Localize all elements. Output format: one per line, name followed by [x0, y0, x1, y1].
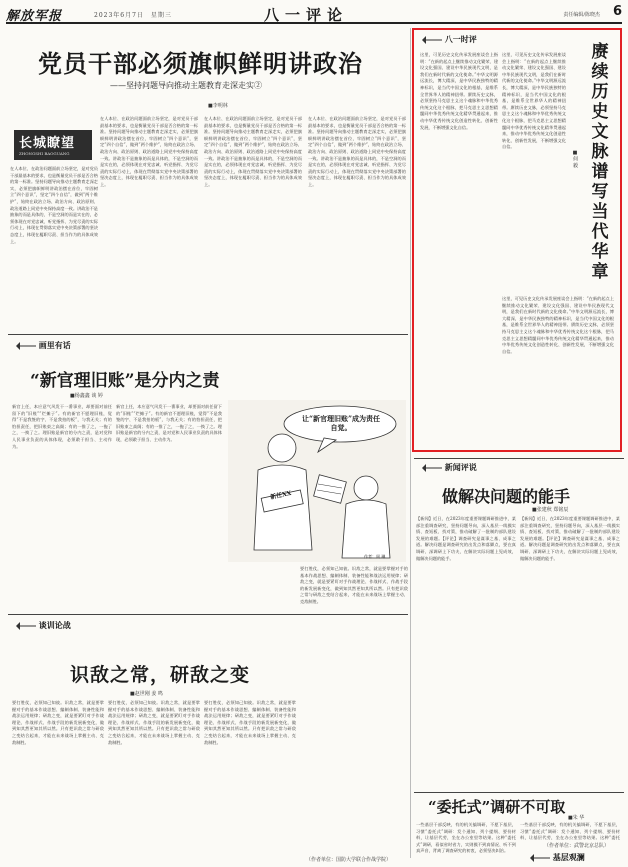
column-body-col1: 这里，可见历史文化传承发展座谈会上指明：“在新的起点上继续推动文化繁荣、建设文化强国、建设中华民族现代文明，是我们在新时代新的文化使命。”中华文明源远流长，博大精深，是中华民族独特的精神标识，是当代中国文化的根基，是维系全世界华人的精神纽带。赓续历史文脉，必须坚持马克思主义这个魂脉和中华优秀传统文化这个根脉，把马克思主义思想精髓同中华优秀传统文化精华贯通起来，推动中华优秀传统文化创造性转化、创新性发展，不断增强文化自信。 [420, 52, 498, 130]
lead-body-col2: 在人本位、在政治问题面前立场坚定，是对党员干部最基本的要求，也是衡量党员干部是否合格的第一标准。坚持问题导向推动主题教育走深走实，必须把旗帜鲜明讲政治摆在首位，牢固树立“四个意识”，坚定“四个自信”，做到“两个维护”，始终在政治立场、政治方向、政治原则、政治道路上同党中央保持高度一致。讲政治不是抽象的而是具体的，不是空洞的而是实在的，必须体现在对党忠诚、听党指挥、为党尽责的实际行动上，体现在贯彻落实党中央决策部署的坚决态度上，体现在履职尽责、担当作为的具体成效上。 [100, 116, 198, 187]
section-mark-icon [420, 463, 442, 473]
lead-body-col4: 在人本位、在政治问题面前立场坚定，是对党员干部最基本的要求，也是衡量党员干部是否合格的第一标准。坚持问题导向推动主题教育走深走实，必须把旗帜鲜明讲政治摆在首位，牢固树立“四个意识”，坚定“四个自信”，做到“两个维护”，始终在政治立场、政治方向、政治原则、政治道路上同党中央保持高度一致。讲政治不是抽象的而是具体的，不是空洞的而是实在的，必须体现在对党忠诚、听党指挥、为党尽责的实际行动上，体现在贯彻落实党中央决策部署的坚决态度上，体现在履职尽责、担当作为的具体成效上。 [308, 116, 406, 187]
cartoon-illustration [228, 400, 406, 562]
lead-headline: 党员干部必须旗帜鲜明讲政治 [38, 49, 363, 78]
forum-headline: 识敌之常，研敌之变 [70, 664, 251, 686]
cartoon-section-label: 画里有话 [14, 340, 71, 351]
weituo-body-col2: 一些基层干部反映，有的机关搞调研，不愿下基层，习惯“委托式”调研：发个通知、列个提纲、要份材料，让基层代劳，坐在办公室里等结果。这种“委托 [520, 822, 620, 840]
forum-body-col1: 要打胜仗，必须知己知彼。识敌之常，就是要掌握对手的基本作战思想、编制体制、装备性能和战法运用规律；研敌之变，就是要紧盯对手作战理论、作战样式、作战手段的新发展新变化，做到知其然更知其所以然。只有把识敌之常与研敌之变结合起来，才能在未来战场上掌握主动、克敌制胜。 [12, 700, 104, 745]
cartoon-credit: 作者：周 琳 [364, 554, 386, 559]
lead-subtitle: ——坚持问题导向推动主题教育走深走实② [110, 81, 262, 90]
section-divider [8, 334, 408, 335]
forum-body-col4: 要打胜仗，必须知己知彼。识敌之常，就是要掌握对手的基本作战思想、编制体制、装备性能和战法运用规律；研敌之变，就是要紧盯对手作战理论、作战样式、作战手段的新发展新变化，做到知其然更知其所以然。只有把识敌之常与研敌之变结合起来，才能在未来战场上掌握主动、克敌制胜。 [300, 566, 408, 604]
column-title: 赓续历史文脉 谱写当代华章 [591, 42, 609, 282]
responsible-editor: 责任编辑/陈晓杰 [563, 12, 600, 18]
news-review-body-col2: 【新闻】近日，在2023年度重要课题调研推进中，某部注重调查研究，坚持问题导向，深入基层一线摸实情、查短板、找对策，推动破解了一批制约部队建设发展的难题。【评论】调查研究是谋事之基、成事之道。解决问题是调查研究的出发点和落脚点，要在真调研、深调研上下功夫，在解决实际问题上见成效，做解决问题的能手。 [520, 516, 620, 561]
cartoon-headline: “新官理旧账”是分内之责 [30, 371, 220, 391]
news-review-label: 新闻评说 [420, 462, 477, 473]
cartoon-body-col2: 新官上任，本应意气风发干一番事业，却要面对前任留下的“旧账”“烂摊子”。有的新官不愿理旧账，觉得“不是我签的字、不是我拍的板”，与我无关；有的怕担责任，把旧账束之高阁；有的一推了之，一拖了之，一换了之。理旧账是新官的分内之责，是对党和人民事业负责的具体体现，必须敢于担当、主动作为。 [116, 404, 222, 442]
section-title: 八一评论 [264, 6, 349, 24]
lead-body-col3: 在人本位、在政治问题面前立场坚定，是对党员干部最基本的要求，也是衡量党员干部是否合格的第一标准。坚持问题导向推动主题教育走深走实，必须把旗帜鲜明讲政治摆在首位，牢固树立“四个意识”，坚定“四个自信”，做到“两个维护”，始终在政治立场、政治方向、政治原则、政治道路上同党中央保持高度一致。讲政治不是抽象的而是具体的，不是空洞的而是实在的，必须体现在对党忠诚、听党指挥、为党尽责的实际行动上，体现在贯彻落实党中央决策部署的坚决态度上，体现在履职尽责、担当作为的具体成效上。 [204, 116, 302, 187]
section-mark-icon [14, 341, 36, 351]
weituo-author: ■朱 华 [568, 815, 585, 821]
cartoon-body-col1: 新官上任，本应意气风发干一番事业，却要面对前任留下的“旧账”“烂摊子”。有的新官不愿理旧账，觉得“不是我签的字、不是我拍的板”，与我无关；有的怕担责任，把旧账束之高阁；有的一推了之，一拖了之，一换了之。理旧账是新官的分内之责，是对党和人民事业负责的具体体现，必须敢于担当、主动作为。 [12, 404, 112, 449]
forum-body-col3: 要打胜仗，必须知己知彼。识敌之常，就是要掌握对手的基本作战思想、编制体制、装备性能和战法运用规律；研敌之变，就是要紧盯对手作战理论、作战样式、作战手段的新发展新变化，做到知其然更知其所以然。只有把识敌之常与研敌之变结合起来，才能在未来战场上掌握主动、克敌制胜。 [204, 700, 296, 745]
section-divider [414, 792, 624, 793]
section-mark-icon [14, 621, 36, 631]
column-author: ■何 毅 [572, 150, 578, 168]
section-mark-icon [420, 35, 442, 45]
bottom-section-label: 基层观澜 [528, 852, 585, 863]
lead-author: ■李明林 [208, 103, 228, 109]
column-body-col3: 这里，可见历史文化传承发展座谈会上指明：“在新的起点上继续推动文化繁荣、建设文化强国、建设中华民族现代文明，是我们在新时代新的文化使命。”中华文明源远流长，博大精深，是中华民族独特的精神标识，是当代中国文化的根基，是维系全世界华人的精神纽带。赓续历史文脉，必须坚持马克思主义这个魂脉和中华优秀传统文化这个根脉，把马克思主义思想精髓同中华优秀传统文化精华贯通起来，推动中华优秀传统文化创造性转化、创新性发展，不断增强文化自信。 [502, 296, 614, 354]
news-review-body-col1: 【新闻】近日，在2023年度重要课题调研推进中，某部注重调查研究，坚持问题导向，深入基层一线摸实情、查短板、找对策，推动破解了一批制约部队建设发展的难题。【评论】调查研究是谋事之基、成事之道。解决问题是调查研究的出发点和落脚点，要在真调研、深调研上下功夫，在解决实际问题上见成效，做解决问题的能手。 [416, 516, 516, 561]
newspaper-logo: 解放军报 [6, 9, 63, 24]
column-rule [410, 28, 411, 858]
weituo-body-col1: 一些基层干部反映，有的机关搞调研，不愿下基层，习惯“委托式”调研：发个通知、列个提纲、要份材料，让基层代劳，坐在办公室里等结果。这种“委托式”调研，看似省时省力，实则摸不到真情况、听不到真声音，背离了调查研究的初衷，必须坚决纠治。 [416, 822, 516, 854]
page-number: 6 [612, 4, 622, 19]
forum-body-col2: 要打胜仗，必须知己知彼。识敌之常，就是要掌握对手的基本作战思想、编制体制、装备性能和战法运用规律；研敌之变，就是要紧盯对手作战理论、作战样式、作战手段的新发展新变化，做到知其然更知其所以然。只有把识敌之常与研敌之变结合起来，才能在未来战场上掌握主动、克敌制胜。 [108, 700, 200, 745]
column-badge-title: 长城瞭望 [19, 136, 76, 151]
masthead [6, 4, 622, 24]
news-review-author: ■张建秋 郑铭辰 [532, 507, 569, 513]
cartoon-author: ■杨鑫鑫 谈 婷 [70, 393, 103, 399]
issue-date: 2023年6月7日 星期三 [94, 12, 172, 19]
forum-label: 谈训论战 [14, 620, 71, 631]
section-divider [414, 458, 624, 459]
cartoon-sash: 新任XX [269, 489, 293, 502]
lead-body-col1: 在人本位、在政治问题面前立场坚定，是对党员干部最基本的要求，也是衡量党员干部是否合格的第一标准。坚持问题导向推动主题教育走深走实，必须把旗帜鲜明讲政治摆在首位，牢固树立“四个意识”，坚定“四个自信”，做到“两个维护”，始终在政治立场、政治方向、政治原则、政治道路上同党中央保持高度一致。讲政治不是抽象的而是具体的，不是空洞的而是实在的，必须体现在对党忠诚、听党指挥、为党尽责的实际行动上，体现在贯彻落实党中央决策部署的坚决态度上，体现在履职尽责、担当作为的具体成效上。 [10, 166, 98, 244]
forum-credit: （作者单位：国防大学联合作战学院） [306, 857, 392, 863]
weituo-credit: （作者单位：武警北京总队） [544, 843, 610, 849]
news-review-headline: 做解决问题的能手 [442, 487, 571, 506]
section-mark-icon [528, 853, 550, 863]
column-badge [14, 130, 92, 160]
weituo-headline: “委托式”调研不可取 [428, 798, 566, 816]
cartoon-bubble: 让“新官理旧账”成为责任自觉。 [301, 414, 381, 432]
column-badge-en: ZHONGSHI BAOGUANG [19, 151, 70, 156]
column-body-col2: 这里，可见历史文化传承发展座谈会上指明：“在新的起点上继续推动文化繁荣、建设文化强国、建设中华民族现代文明，是我们在新时代新的文化使命。”中华文明源远流长，博大精深，是中华民族独特的精神标识，是当代中国文化的根基，是维系全世界华人的精神纽带。赓续历史文脉，必须坚持马克思主义这个魂脉和中华优秀传统文化这个根脉，把马克思主义思想精髓同中华优秀传统文化精华贯通起来，推动中华优秀传统文化创造性转化、创新性发展，不断增强文化自信。 [502, 52, 566, 150]
column-label: 八一时评 [420, 34, 477, 45]
forum-author: ■赵世刚 姜 鸣 [130, 691, 163, 697]
